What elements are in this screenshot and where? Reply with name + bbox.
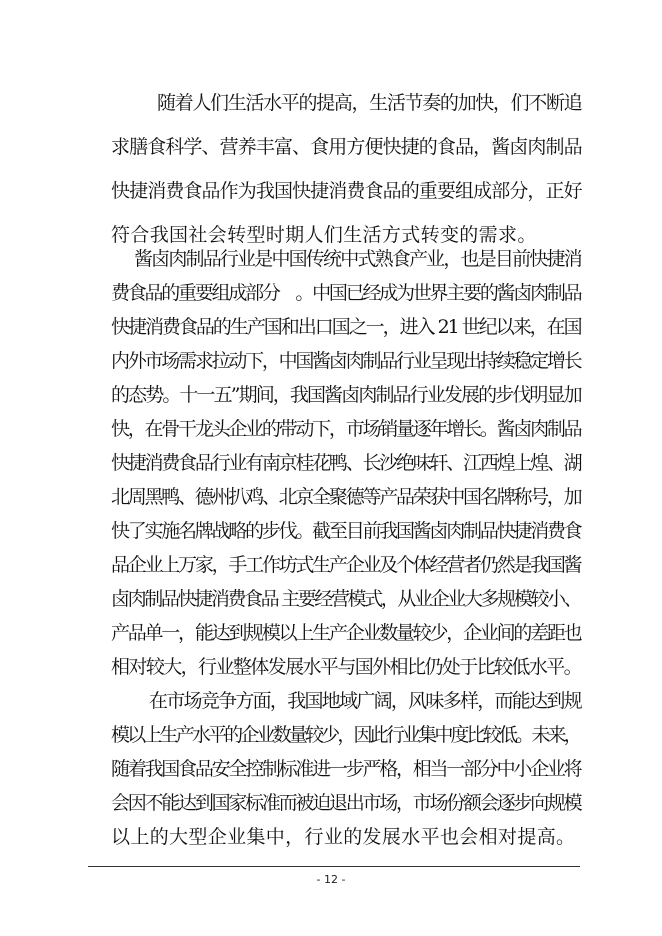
text-line: 会因不能达到国家标准而被迫退出市场，市场份额会逐步向规模	[111, 792, 581, 814]
page-number: - 12 -	[316, 873, 346, 886]
text-line: 的态势。十一五”期间，我国酱卤肉制品行业发展的步伐明显加	[111, 384, 581, 406]
text-line: 随着我国食品安全控制标准进一步严格，相当一部分中小企业将	[111, 758, 581, 780]
text-line: 费食品的重要组成部分 。中国已经成为世界主要的酱卤肉制品	[111, 282, 581, 304]
text-line: 在市场竞争方面，我国地域广阔，风味多样，而能达到规	[149, 690, 581, 712]
text-line: 卤肉制品快捷消费食品 主要经营模式，从业企业大多规模较小、	[111, 588, 581, 610]
text-line: 符合我国社会转型时期人们生活方式转变的需求。	[111, 224, 537, 246]
text-line: 以上的大型企业集中，行业的发展水平也会相对提高。	[111, 826, 576, 848]
text-line: 快了实施名牌战略的步伐。截至目前我国酱卤肉制品快捷消费食	[111, 520, 581, 542]
text-line: 北周黑鸭、德州扒鸡、北京全聚德等产品荣获中国名牌称号，加	[111, 486, 581, 508]
text-line: 模以上生产水平的企业数量较少，因此行业集中度比较低。未来，	[111, 724, 580, 746]
text-line: 产品单一，能达到规模以上生产企业数量较少，企业间的差距也	[111, 622, 581, 644]
text-line: 内外市场需求拉动下，中国酱卤肉制品行业呈现出持续稳定增长	[111, 350, 581, 372]
text-line: 品企业上万家，手工作坊式生产企业及个体经营者仍然是我国酱	[111, 554, 581, 576]
text-line: 快捷消费食品作为我国快捷消费食品的重要组成部分，正好	[111, 180, 582, 202]
text-line: 酱卤肉制品行业是中国传统中式熟食产业，也是目前快捷消	[134, 248, 581, 270]
text-line: 快，在骨干龙头企业的带动下，市场销量逐年增长。酱卤肉制品	[111, 418, 581, 440]
footer-rule	[88, 866, 580, 867]
text-line: 快捷消费食品行业有南京桂花鸭、长沙绝味轩、江西煌上煌、湖	[111, 452, 581, 474]
text-line: 相对较大，行业整体发展水平与国外相比仍处于比较低水平。	[111, 656, 582, 678]
text-line: 快捷消费食品的生产国和出口国之一，进入 21 世纪以来，在国	[111, 316, 581, 338]
text-line: 求膳食科学、营养丰富、食用方便快捷的食品，酱卤肉制品	[111, 136, 582, 158]
text-line: 随着人们生活水平的提高，生活节奏的加快，们不断追	[157, 92, 582, 114]
